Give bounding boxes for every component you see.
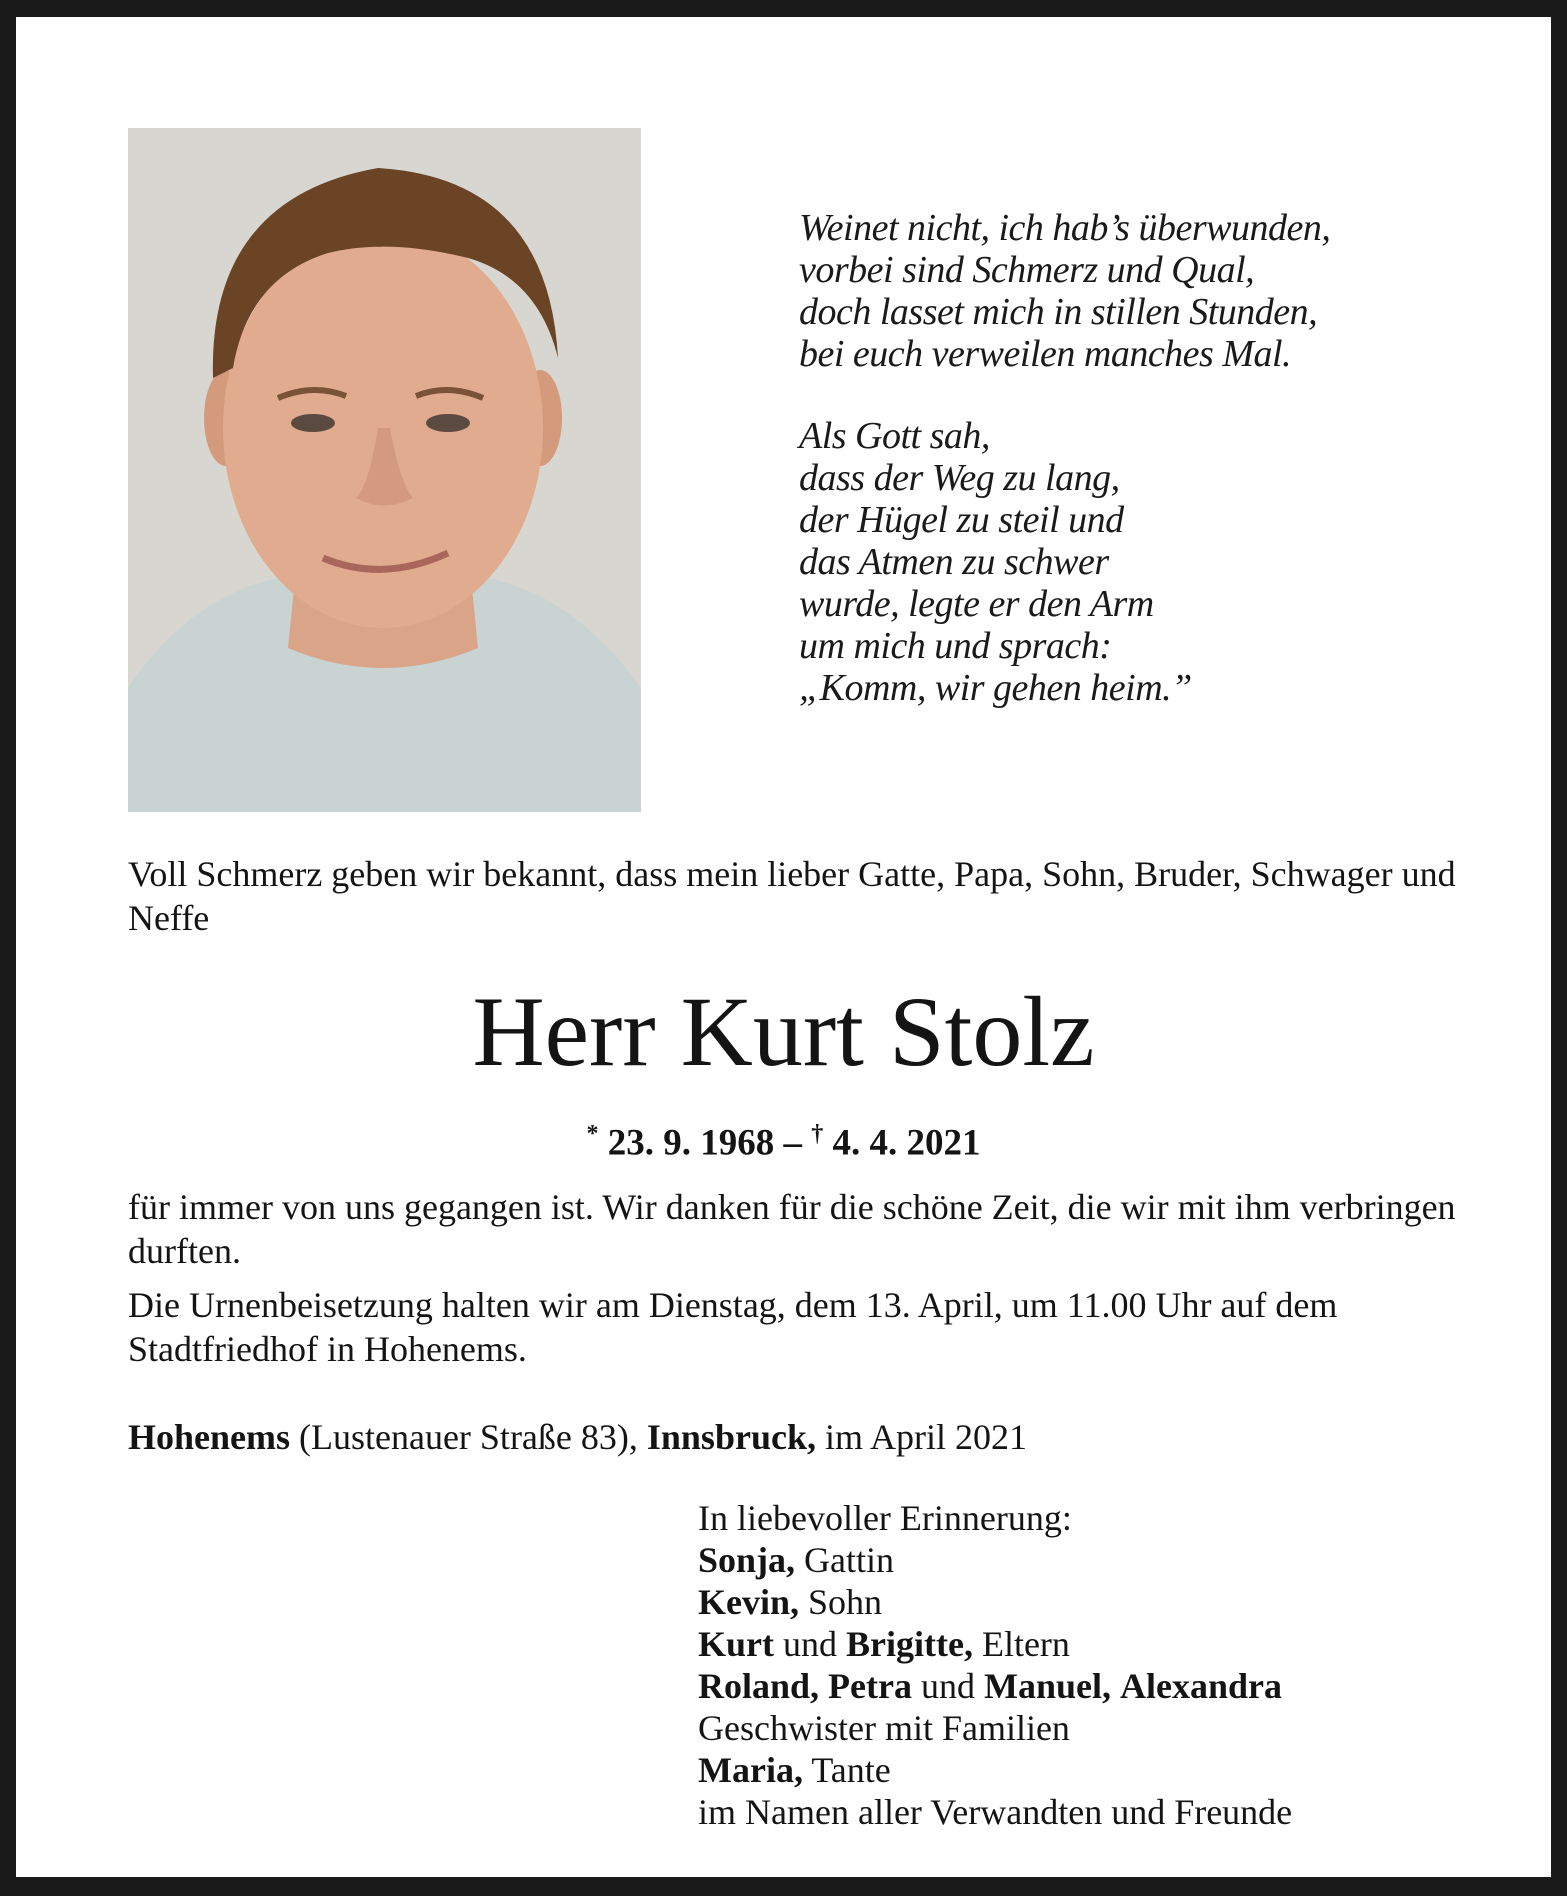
funeral-text: Die Urnenbeisetzung halten wir am Dienstag, dem 13. April, um 11.00 Uhr auf dem Stadtfriedhof in Hohenems. <box>128 1285 1338 1369</box>
birth-symbol: * <box>586 1121 599 1147</box>
mourners-closing: im Namen aller Verwandten und Freunde <box>698 1792 1293 1832</box>
portrait-photo <box>128 128 641 812</box>
poem-line: bei euch verweilen manches Mal. <box>799 333 1292 375</box>
life-dates <box>16 1112 1551 1165</box>
mourner-conjunction: und <box>920 1666 975 1706</box>
mourners-list <box>698 1497 1528 1833</box>
mourner-row <box>698 1749 1528 1791</box>
mourner-conjunction: und <box>783 1624 837 1664</box>
mourner-row <box>698 1539 1528 1581</box>
poem-line: das Atmen zu schwer <box>799 541 1109 583</box>
poem-stanza-2 <box>799 415 1519 709</box>
place-city-1: Hohenems <box>128 1417 290 1457</box>
death-symbol: † <box>811 1121 824 1147</box>
poem-line: Weinet nicht, ich hab’s überwunden, <box>799 207 1331 249</box>
mourners-heading: In liebevoller Erinnerung: <box>698 1498 1072 1538</box>
mourner-name: Manuel, <box>983 1666 1111 1706</box>
mourner-name: Kurt <box>698 1624 774 1664</box>
mourner-name: Petra <box>828 1666 912 1706</box>
mourner-row <box>698 1623 1528 1665</box>
poem <box>799 207 1519 749</box>
place-date: im April 2021 <box>824 1417 1027 1457</box>
poem-line: der Hügel zu steil und <box>799 499 1124 541</box>
mourner-relation: Gattin <box>804 1540 895 1580</box>
mourner-name: Brigitte, <box>846 1624 973 1664</box>
intro-text: Voll Schmerz geben wir bekannt, dass mein lieber Gatte, Papa, Sohn, Bruder, Schwager und Neffe <box>128 854 1456 938</box>
poem-stanza-1 <box>799 207 1519 375</box>
place-date-line <box>128 1415 1468 1459</box>
mourner-relation: Sohn <box>808 1582 883 1622</box>
birth-date: 23. 9. 1968 <box>607 1122 775 1164</box>
poem-line: wurde, legte er den Arm <box>799 583 1154 625</box>
poem-line: dass der Weg zu lang, <box>799 457 1120 499</box>
passed-text: für immer von uns gegangen ist. Wir danken für die schöne Zeit, die wir mit ihm verbringen durften. <box>128 1187 1456 1271</box>
mourner-relation: Geschwister mit Familien <box>698 1708 1070 1748</box>
mourner-name: Alexandra <box>1120 1666 1282 1706</box>
mourner-name: Roland, <box>698 1666 820 1706</box>
place-city-2: Innsbruck, <box>646 1417 816 1457</box>
poem-line: „Komm, wir gehen heim.” <box>799 667 1192 709</box>
mourner-name: Maria, <box>698 1750 803 1790</box>
place-address: (Lustenauer Straße 83), <box>299 1417 638 1457</box>
poem-line: um mich und sprach: <box>799 625 1112 667</box>
poem-line: Als Gott sah, <box>799 415 990 457</box>
mourner-row <box>698 1581 1528 1623</box>
mourner-row <box>698 1665 1528 1707</box>
poem-line: vorbei sind Schmerz und Qual, <box>799 249 1255 291</box>
mourner-name: Kevin, <box>698 1582 800 1622</box>
death-date: 4. 4. 2021 <box>832 1122 981 1164</box>
obituary-page <box>16 17 1551 1877</box>
deceased-name: Herr Kurt Stolz <box>472 976 1095 1087</box>
mourner-name: Sonja, <box>698 1540 796 1580</box>
mourner-relation: Tante <box>811 1750 891 1790</box>
portrait-illustration <box>128 128 641 812</box>
date-separator: – <box>783 1122 802 1164</box>
mourner-relation: Eltern <box>981 1624 1070 1664</box>
poem-line: doch lasset mich in stillen Stunden, <box>799 291 1318 333</box>
